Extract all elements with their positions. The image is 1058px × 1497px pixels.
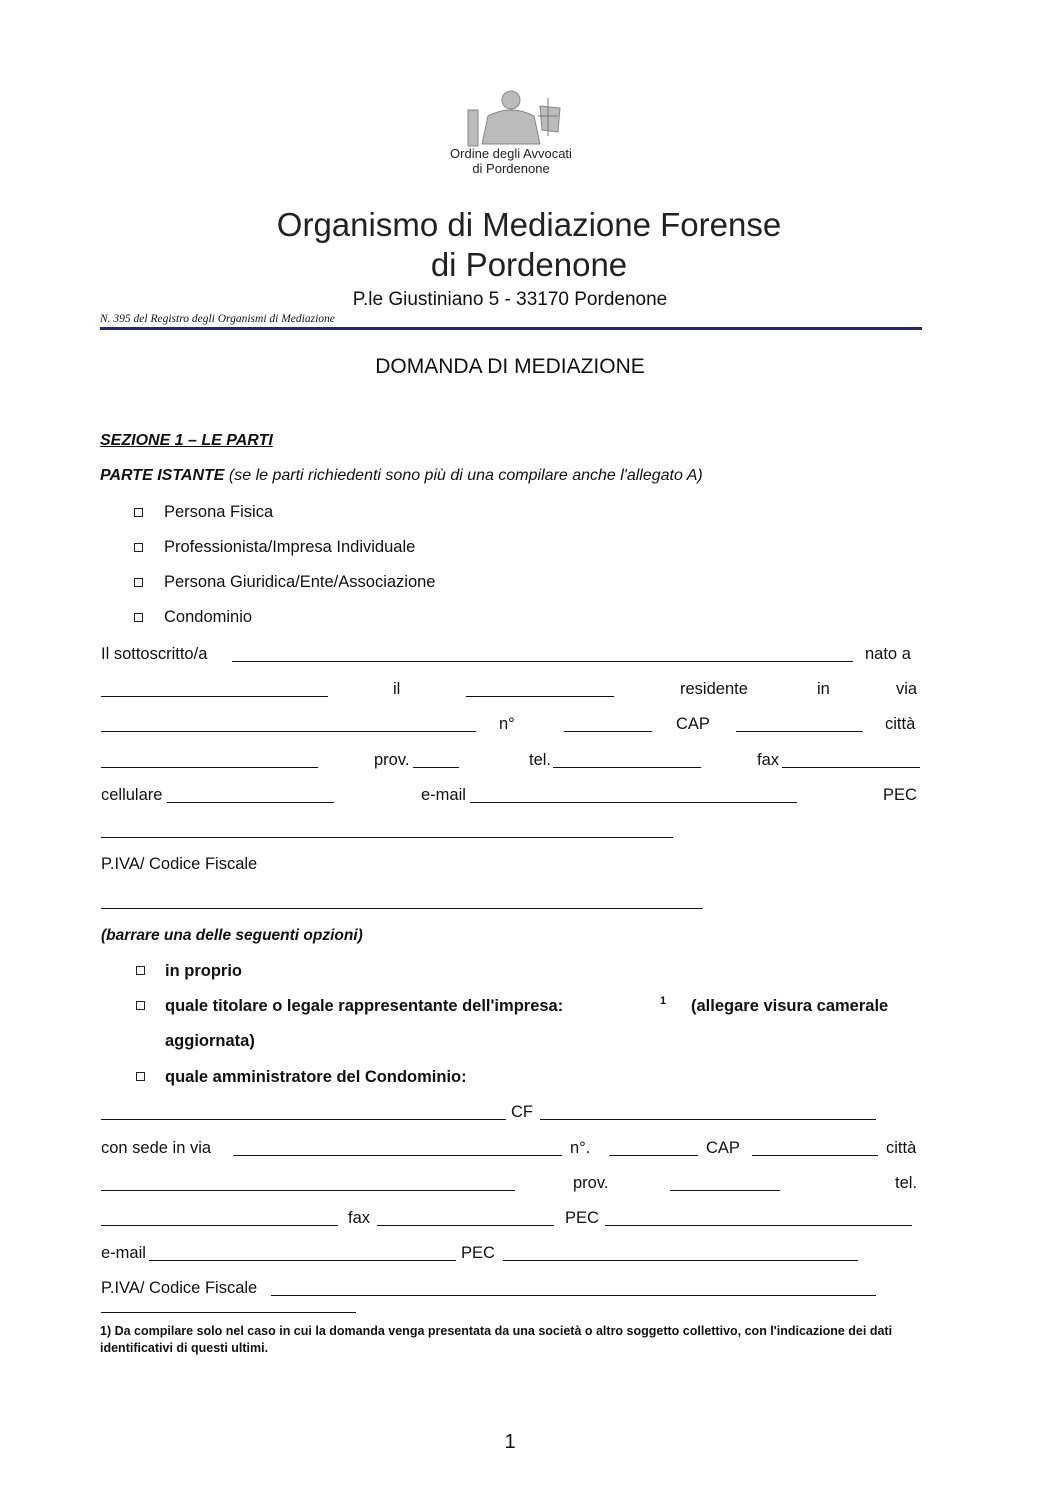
entity-pec-field[interactable]: [605, 1225, 912, 1226]
entity-citta-label: città: [886, 1139, 917, 1157]
logo-text-line1: Ordine degli Avvocati: [450, 146, 572, 161]
organization-address: P.le Giustiniano 5 - 33170 Pordenone: [352, 289, 668, 310]
entity-pec-label: PEC: [565, 1209, 599, 1227]
residente-label: residente: [680, 680, 748, 698]
pec-field[interactable]: [101, 837, 673, 838]
option-in-proprio: in proprio: [165, 962, 242, 980]
entity-cap-field[interactable]: [752, 1155, 878, 1156]
footnote-text: 1) Da compilare solo nel caso in cui la domanda venga presentata da una società o altro soggetto collettivo, con l'indicazione dei dati identificativi di questi ultimi.: [100, 1324, 893, 1355]
tel-label: tel.: [529, 751, 552, 769]
entity-name-field[interactable]: [101, 1119, 506, 1120]
entity-piva-label: P.IVA/ Codice Fiscale: [101, 1279, 258, 1297]
section-heading: SEZIONE 1 – LE PARTI: [100, 432, 273, 449]
entity-tel-field[interactable]: [101, 1225, 338, 1226]
header-rule: [100, 327, 922, 330]
prov-label: prov.: [374, 751, 410, 769]
entity-address-field[interactable]: [233, 1155, 562, 1156]
cf-label: CF: [511, 1103, 533, 1121]
checkbox-condominio[interactable]: [134, 613, 143, 622]
entity-numero-label: n°.: [570, 1139, 591, 1157]
checkbox-persona-fisica[interactable]: [134, 508, 143, 517]
party-heading-bold: PARTE ISTANTE: [100, 467, 225, 484]
checkbox-amministratore[interactable]: [136, 1072, 145, 1081]
option-amministratore: quale amministratore del Condominio:: [165, 1068, 467, 1086]
birthdate-field[interactable]: [466, 696, 614, 697]
entity-piva-field[interactable]: [271, 1295, 876, 1296]
fax-field[interactable]: [782, 767, 920, 768]
pec-label: PEC: [883, 786, 917, 804]
entity-email-label: e-mail: [101, 1244, 146, 1262]
cap-label: CAP: [676, 715, 710, 733]
via-label: via: [896, 680, 918, 698]
tel-field[interactable]: [553, 767, 701, 768]
house-number-field[interactable]: [564, 731, 652, 732]
party-type-label: Condominio: [164, 608, 253, 626]
entity-email-field[interactable]: [149, 1260, 456, 1261]
party-type-label: Persona Giuridica/Ente/Associazione: [164, 573, 436, 591]
checkbox-in-proprio[interactable]: [136, 966, 145, 975]
cellulare-field[interactable]: [167, 802, 334, 803]
option-titolare-note: (allegare visura camerale: [691, 997, 889, 1015]
option-titolare: quale titolare o legale rappresentante dell'impresa:: [165, 997, 564, 1015]
birthplace-field[interactable]: [101, 696, 328, 697]
organization-title-line1: Organismo di Mediazione Forense: [276, 206, 782, 243]
document-title: DOMANDA DI MEDIAZIONE: [375, 355, 645, 378]
logo-text-line2: di Pordenone: [472, 161, 550, 176]
entity-number-field[interactable]: [609, 1155, 698, 1156]
party-heading-note: (se le parti richiedenti sono più di una compilare anche l'allegato A): [224, 467, 703, 484]
nato-a-label: nato a: [865, 645, 911, 663]
footnote-ref: 1: [660, 995, 667, 1007]
entity-pec2-field[interactable]: [503, 1260, 858, 1261]
citta-label: città: [885, 715, 916, 733]
il-label: il: [393, 680, 401, 698]
con-sede-label: con sede in via: [101, 1139, 212, 1157]
option-titolare-note-cont: aggiornata): [165, 1032, 255, 1050]
address-field[interactable]: [101, 731, 476, 732]
justice-figure-icon: [428, 86, 594, 186]
page-number: 1: [504, 1431, 516, 1453]
numero-label: n°: [499, 715, 515, 733]
entity-cap-label: CAP: [706, 1139, 740, 1157]
registry-number: N. 395 del Registro degli Organismi di Mediazione: [100, 313, 335, 325]
city-field[interactable]: [101, 767, 318, 768]
prov-field[interactable]: [413, 767, 459, 768]
party-type-label: Professionista/Impresa Individuale: [164, 538, 416, 556]
cap-field[interactable]: [736, 731, 863, 732]
email-label: e-mail: [421, 786, 466, 804]
entity-pec2-label: PEC: [461, 1244, 495, 1262]
checkbox-persona-giuridica[interactable]: [134, 578, 143, 587]
entity-prov-label: prov.: [573, 1174, 609, 1192]
checkbox-titolare[interactable]: [136, 1001, 145, 1010]
cellulare-label: cellulare: [101, 786, 163, 804]
options-instruction: (barrare una delle seguenti opzioni): [101, 927, 363, 944]
checkbox-professionista[interactable]: [134, 543, 143, 552]
fax-label: fax: [757, 751, 780, 769]
email-field[interactable]: [470, 802, 797, 803]
piva-field[interactable]: [101, 908, 703, 909]
bar-association-logo: [428, 86, 594, 186]
organization-title-line2: di Pordenone: [430, 246, 628, 283]
in-label: in: [817, 680, 830, 698]
piva-label: P.IVA/ Codice Fiscale: [101, 855, 258, 873]
entity-tel-label: tel.: [895, 1174, 918, 1192]
sottoscritto-label: Il sottoscritto/a: [101, 645, 208, 663]
entity-city-field[interactable]: [101, 1190, 515, 1191]
party-heading: [100, 467, 703, 485]
entity-prov-field[interactable]: [670, 1190, 780, 1191]
footnote-separator: [101, 1312, 356, 1313]
entity-fax-field[interactable]: [377, 1225, 554, 1226]
cf-field[interactable]: [540, 1119, 876, 1120]
entity-fax-label: fax: [348, 1209, 371, 1227]
sottoscritto-field[interactable]: [232, 661, 853, 662]
party-type-label: Persona Fisica: [164, 503, 274, 521]
